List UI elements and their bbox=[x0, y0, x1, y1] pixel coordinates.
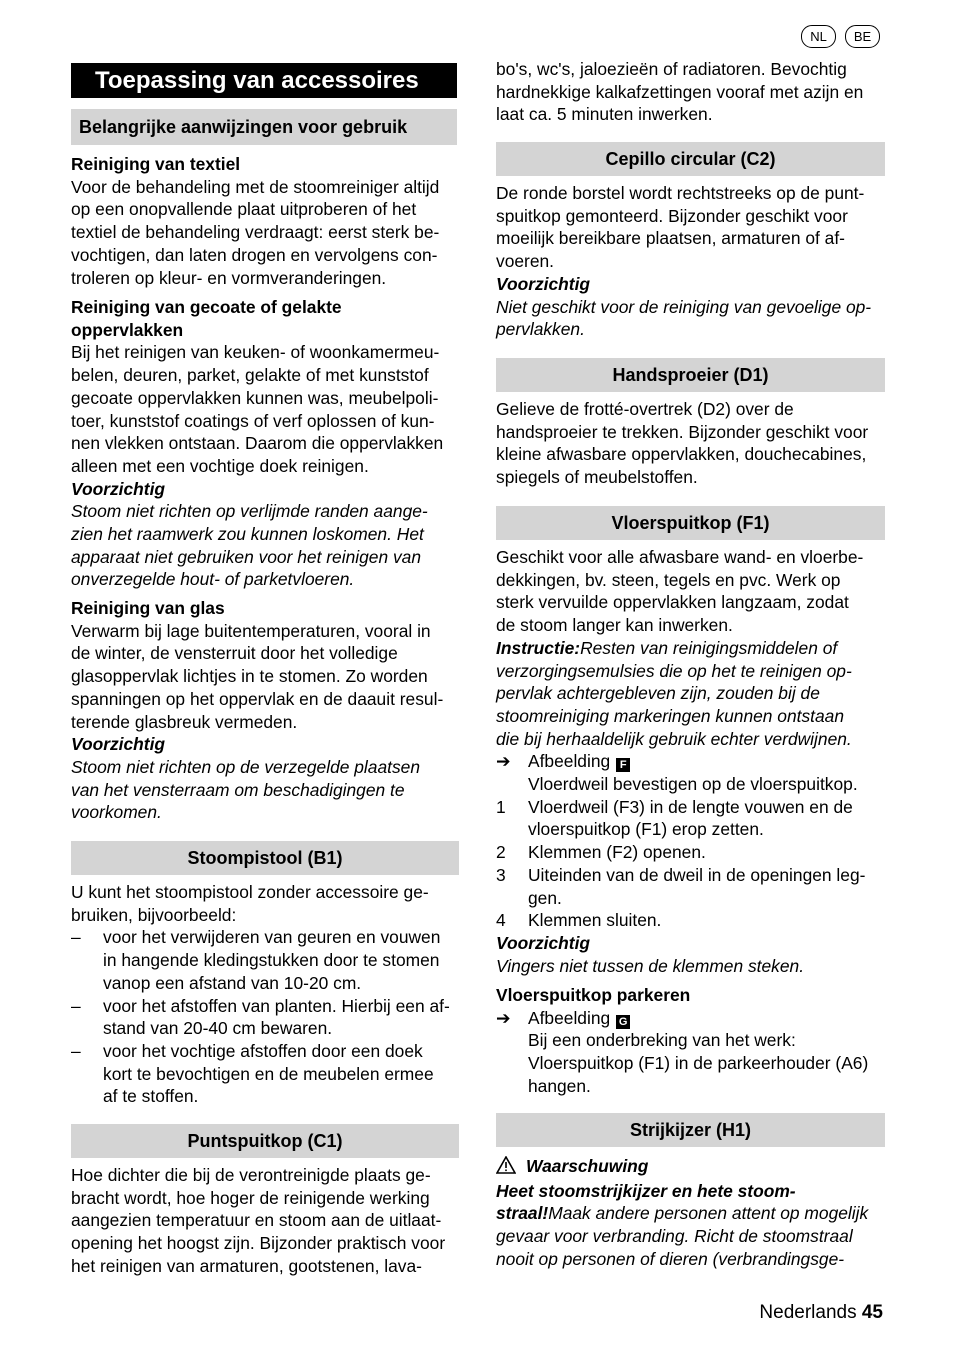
section-c1 bbox=[71, 1164, 459, 1278]
instruction-line bbox=[496, 637, 885, 660]
caution-line: Stoom niet richten op de verzegelde plaatsen bbox=[71, 756, 421, 777]
text-line: voeren. bbox=[496, 251, 555, 272]
list-item bbox=[71, 926, 459, 994]
list-line: voor het verwijderen van geuren en vouwen bbox=[103, 927, 441, 948]
text-line: gecoate oppervlakken kunnen was, meubelpoli- bbox=[71, 387, 439, 408]
section-header-f1: Vloerspuitkop (F1) bbox=[496, 506, 885, 540]
step-item bbox=[496, 864, 885, 909]
list-line: voor het vochtige afstoffen door een doek bbox=[103, 1040, 423, 1061]
heading-park: Vloerspuitkop parkeren bbox=[496, 985, 691, 1005]
text-line: belen, deuren, parket, gelakte of met kunststof bbox=[71, 365, 429, 386]
dash-list bbox=[71, 926, 459, 1108]
figure-letter-box: F bbox=[616, 758, 630, 772]
section-header-h1: Strijkijzer (H1) bbox=[496, 1113, 885, 1147]
text-line: bo's, wc's, jaloezieën of radiatoren. Bevochtig bbox=[496, 59, 847, 79]
text-line: vochtigen, dan laten drogen en vervolgens con- bbox=[71, 244, 438, 265]
warning-line: gevaar voor verbranding. Richt de stoomstraal bbox=[496, 1226, 853, 1247]
text-line: bracht wordt, hoe hoger de reinigende werking bbox=[71, 1187, 430, 1208]
section-gecoat bbox=[71, 296, 459, 591]
instruction-label: Instructie: bbox=[496, 637, 581, 658]
text-line: Vloerdweil bevestigen op de vloerspuitkop. bbox=[528, 774, 858, 795]
page-number: 45 bbox=[861, 1302, 883, 1323]
section-header-b1: Stoompistool (B1) bbox=[71, 841, 459, 875]
list-item bbox=[71, 1040, 459, 1108]
arrow-icon: ➔ bbox=[496, 1007, 511, 1028]
caution-line: zien het raamwerk zou kunnen loskomen. Het bbox=[71, 524, 424, 545]
text-line: Verwarm bij lage buitentemperaturen, vooral in bbox=[71, 620, 431, 641]
section-d1 bbox=[496, 398, 885, 489]
step-list bbox=[496, 796, 885, 932]
section-header-d1: Handsproeier (D1) bbox=[496, 358, 885, 392]
list-item bbox=[71, 995, 459, 1040]
text-line: aangezien temperatuur en stoom aan de uitlaat- bbox=[71, 1210, 442, 1231]
text-line: hangen. bbox=[528, 1075, 591, 1096]
page-title: Toepassing van accessoires bbox=[71, 63, 457, 98]
text-line: handsproeier te trekken. Bijzonder geschikt voor bbox=[496, 421, 869, 442]
text-line: het reinigen van armaturen, gootstenen, lava- bbox=[71, 1255, 422, 1276]
footer-language: Nederlands bbox=[759, 1302, 857, 1323]
dash-marker: – bbox=[71, 1040, 81, 1061]
step-number: 2 bbox=[496, 842, 506, 863]
step-line: vloerspuitkop (F1) erop zetten. bbox=[528, 819, 764, 840]
arrow-icon: ➔ bbox=[496, 751, 511, 772]
caution-line: onverzegelde hout- of parketvloeren. bbox=[71, 569, 355, 590]
caution-line: apparaat niet gebruiken voor het reinigen van bbox=[71, 546, 421, 567]
text-line: op een onopvallende plaat uitproberen of het bbox=[71, 199, 417, 220]
caution-line: Vingers niet tussen de klemmen steken. bbox=[496, 955, 805, 976]
text-line: bruiken, bijvoorbeeld: bbox=[71, 904, 237, 925]
caution-line: voorkomen. bbox=[71, 802, 162, 823]
step-item bbox=[496, 796, 885, 841]
caution-line: van het vensterraam om beschadigingen te bbox=[71, 779, 405, 800]
section-h1 bbox=[496, 1155, 885, 1271]
dash-marker: – bbox=[71, 927, 81, 948]
step-line: gen. bbox=[528, 887, 562, 908]
text-line: moeilijk bereikbare plaatsen, armaturen of af- bbox=[496, 228, 845, 249]
section-c2 bbox=[496, 182, 885, 341]
figure-label: Afbeelding bbox=[528, 751, 611, 772]
step-line: Vloerdweil (F3) in de lengte vouwen en de bbox=[528, 796, 853, 817]
text-line: spiegels of meubelstoffen. bbox=[496, 467, 698, 488]
list-line: in hangende kledingstukken door te stomen bbox=[103, 950, 440, 971]
section-header-c2: Cepillo circular (C2) bbox=[496, 142, 885, 176]
text-line: spuitkop gemonteerd. Bijzonder geschikt voor bbox=[496, 205, 848, 226]
text-line: Bij het reinigen van keuken- of woonkamermeu- bbox=[71, 342, 440, 363]
list-line: voor het afstoffen van planten. Hierbij een af- bbox=[103, 995, 450, 1016]
warning-line bbox=[496, 1202, 885, 1225]
text-line: laat ca. 5 minuten inwerken. bbox=[496, 104, 713, 125]
warning-text: Maak andere personen attent op mogelijk bbox=[548, 1203, 869, 1224]
caution-line: pervlakken. bbox=[496, 319, 585, 340]
text-line: glasoppervlak lichtjes in te stomen. Zo worden bbox=[71, 666, 428, 687]
text-line: Gelieve de frotté-overtrek (D2) over de bbox=[496, 399, 794, 419]
language-badges bbox=[801, 25, 880, 48]
instruction-line: verzorgingsemulsies die op het te reinigen op- bbox=[496, 660, 852, 681]
section-b1 bbox=[71, 881, 459, 1108]
list-line: af te stoffen. bbox=[103, 1086, 199, 1107]
warning-triangle-icon bbox=[496, 1156, 516, 1180]
text-line: textiel de behandeling verdraagt: eerst sterk be- bbox=[71, 222, 440, 243]
text-line: Vloerspuitkop (F1) in de parkeerhouder (A6) bbox=[528, 1053, 869, 1074]
text-line: Hoe dichter die bij de verontreinigde plaats ge- bbox=[71, 1165, 431, 1185]
section-f1 bbox=[496, 546, 885, 977]
subheading: Belangrijke aanwijzingen voor gebruik bbox=[71, 109, 457, 145]
step-line: Uiteinden van de dweil in de openingen leg- bbox=[528, 864, 866, 885]
figure-label: Afbeelding bbox=[528, 1007, 611, 1028]
instruction-line: stoomreiniging markeringen kunnen ontstaan bbox=[496, 705, 845, 726]
text-line: de stoom langer kan inwerken. bbox=[496, 615, 733, 636]
caution-heading: Voorzichtig bbox=[71, 734, 166, 755]
step-number: 4 bbox=[496, 910, 506, 931]
section-park bbox=[496, 984, 885, 1098]
text-line: kleine afwasbare oppervlakken, douchecabines, bbox=[496, 444, 867, 465]
warning-bold: straal! bbox=[496, 1203, 549, 1224]
text-line: sterk vervuilde oppervlakken langzaam, zodat bbox=[496, 592, 849, 613]
figure-letter-box: G bbox=[616, 1015, 630, 1029]
figure-reference-f bbox=[496, 750, 885, 795]
section-header-c1: Puntspuitkop (C1) bbox=[71, 1124, 459, 1158]
caution-heading: Voorzichtig bbox=[71, 478, 166, 499]
figure-reference-g bbox=[496, 1007, 885, 1098]
caution-line: Stoom niet richten op verlijmde randen aange- bbox=[71, 501, 428, 522]
text-line: alleen met een vochtige doek reinigen. bbox=[71, 455, 369, 476]
caution-line: Niet geschikt voor de reiniging van gevoelige op- bbox=[496, 296, 872, 317]
section-textiel bbox=[71, 153, 459, 289]
step-line: Klemmen (F2) openen. bbox=[528, 842, 706, 863]
text-line: dekkingen, bv. steen, tegels en pvc. Werk op bbox=[496, 569, 841, 590]
list-line: stand van 20-40 cm bewaren. bbox=[103, 1018, 333, 1039]
step-number: 3 bbox=[496, 864, 506, 885]
badge-nl: NL bbox=[801, 25, 836, 48]
step-line: Klemmen sluiten. bbox=[528, 910, 662, 931]
caution-heading: Voorzichtig bbox=[496, 273, 591, 294]
text-line: terende glasbreuk vermeden. bbox=[71, 711, 298, 732]
text-line: De ronde borstel wordt rechtstreeks op de punt- bbox=[496, 183, 865, 203]
heading-gecoat: oppervlakken bbox=[71, 319, 184, 340]
text-line: Voor de behandeling met de stoomreiniger altijd bbox=[71, 176, 440, 197]
instruction-line: pervlak achtergebleven zijn, zouden bij de bbox=[496, 683, 820, 704]
instruction-line: die bij herhaaldelijk gebruik echter verdwijnen. bbox=[496, 728, 852, 749]
text-line: toer, kunststof coatings of verf oplossen of kun- bbox=[71, 410, 435, 431]
section-glas bbox=[71, 597, 459, 824]
text-line: nen vlekken ontstaan. Daarom die oppervlakken bbox=[71, 433, 444, 454]
text-line: de winter, de vensterruit door het volledige bbox=[71, 643, 398, 664]
instruction-text: Resten van reinigingsmiddelen of bbox=[580, 637, 838, 658]
text-line: Bij een onderbreking van het werk: bbox=[528, 1030, 796, 1051]
heading-textiel: Reiniging van textiel bbox=[71, 154, 241, 174]
section-c1-continued bbox=[496, 58, 885, 126]
warning-heading-line bbox=[496, 1155, 885, 1180]
page-footer bbox=[759, 1301, 883, 1325]
step-item bbox=[496, 909, 885, 932]
caution-heading: Voorzichtig bbox=[496, 932, 591, 953]
text-line: opening het hoogst zijn. Bijzonder praktisch voor bbox=[71, 1233, 446, 1254]
warning-line: Heet stoomstrijkijzer en hete stoom- bbox=[496, 1180, 796, 1201]
list-line: vanop een afstand van 10-20 cm. bbox=[103, 972, 362, 993]
step-number: 1 bbox=[496, 796, 506, 817]
text-line: Geschikt voor alle afwasbare wand- en vloerbe- bbox=[496, 547, 864, 567]
dash-marker: – bbox=[71, 995, 81, 1016]
heading-glas: Reiniging van glas bbox=[71, 598, 225, 618]
list-line: kort te bevochtigen en de meubelen ermee bbox=[103, 1063, 434, 1084]
text-line: U kunt het stoompistool zonder accessoire ge- bbox=[71, 882, 429, 902]
heading-gecoat: Reiniging van gecoate of gelakte bbox=[71, 297, 342, 317]
text-line: spanningen op het oppervlak en de daauit resul- bbox=[71, 688, 444, 709]
step-item bbox=[496, 841, 885, 864]
warning-heading: Waarschuwing bbox=[526, 1156, 649, 1176]
text-line: troleren op kleur- en vormveranderingen. bbox=[71, 267, 387, 288]
warning-line: nooit op personen of dieren (verbrandingsge- bbox=[496, 1248, 845, 1269]
text-line: hardnekkige kalkafzettingen vooraf met azijn en bbox=[496, 81, 864, 102]
badge-be: BE bbox=[845, 25, 880, 48]
